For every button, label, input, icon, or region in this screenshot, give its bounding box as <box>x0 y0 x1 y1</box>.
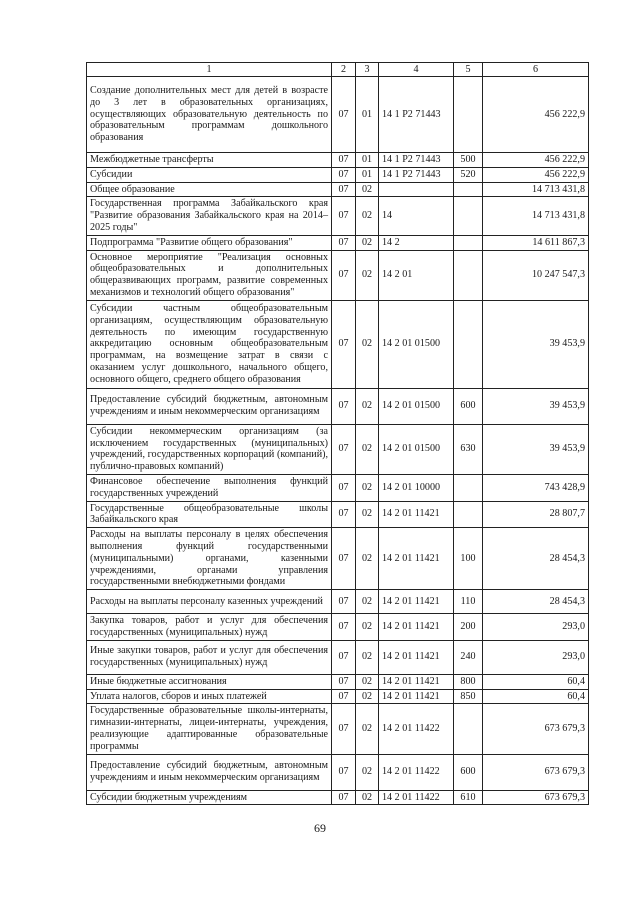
cell-vr: 100 <box>454 528 483 590</box>
table-body <box>87 77 589 805</box>
cell-vr: 610 <box>454 790 483 805</box>
cell-sum: 673 679,3 <box>483 704 589 754</box>
cell-csr: 14 1 P2 71443 <box>379 77 454 153</box>
cell-vr: 200 <box>454 614 483 641</box>
cell-pr: 02 <box>356 250 379 300</box>
column-header: 5 <box>454 63 483 77</box>
cell-name: Государственные общеобразовательные школы Забайкальского края <box>87 501 332 528</box>
column-header: 6 <box>483 63 589 77</box>
cell-vr <box>454 235 483 250</box>
cell-pr: 02 <box>356 235 379 250</box>
cell-rz: 07 <box>332 528 356 590</box>
cell-sum: 28 454,3 <box>483 590 589 614</box>
cell-pr: 01 <box>356 167 379 182</box>
cell-pr: 02 <box>356 790 379 805</box>
cell-csr: 14 2 01 11421 <box>379 614 454 641</box>
cell-name: Финансовое обеспечение выполнения функций государственных учреждений <box>87 474 332 501</box>
cell-vr: 630 <box>454 424 483 474</box>
cell-rz: 07 <box>332 704 356 754</box>
table-row <box>87 77 589 153</box>
cell-rz: 07 <box>332 474 356 501</box>
cell-pr: 01 <box>356 77 379 153</box>
cell-sum: 39 453,9 <box>483 388 589 424</box>
cell-vr <box>454 182 483 197</box>
cell-pr: 02 <box>356 182 379 197</box>
table-row <box>87 424 589 474</box>
cell-rz: 07 <box>332 689 356 704</box>
cell-rz: 07 <box>332 300 356 388</box>
table-row <box>87 790 589 805</box>
table-row <box>87 501 589 528</box>
cell-name: Основное мероприятие "Реализация основных общеобразовательных и дополнительных общеразвивающих программ, развитие современных механизмов и технологий общего образования" <box>87 250 332 300</box>
cell-csr: 14 2 <box>379 235 454 250</box>
cell-sum: 456 222,9 <box>483 153 589 168</box>
cell-rz: 07 <box>332 182 356 197</box>
table-row <box>87 474 589 501</box>
cell-sum: 456 222,9 <box>483 167 589 182</box>
cell-rz: 07 <box>332 501 356 528</box>
cell-pr: 02 <box>356 674 379 689</box>
cell-pr: 02 <box>356 300 379 388</box>
cell-pr: 02 <box>356 614 379 641</box>
cell-vr <box>454 474 483 501</box>
cell-vr: 800 <box>454 674 483 689</box>
cell-name: Предоставление субсидий бюджетным, автономным учреждениям и иным некоммерческим организациям <box>87 388 332 424</box>
cell-name: Уплата налогов, сборов и иных платежей <box>87 689 332 704</box>
column-header: 3 <box>356 63 379 77</box>
cell-rz: 07 <box>332 77 356 153</box>
cell-name: Субсидии бюджетным учреждениям <box>87 790 332 805</box>
cell-name: Создание дополнительных мест для детей в возрасте до 3 лет в образовательных организациях, осуществляющих образовательную деятельность по образовательным программам дошкольного образования <box>87 77 332 153</box>
cell-rz: 07 <box>332 388 356 424</box>
table-row <box>87 590 589 614</box>
cell-csr: 14 2 01 11421 <box>379 674 454 689</box>
cell-pr: 02 <box>356 424 379 474</box>
cell-csr: 14 2 01 11421 <box>379 640 454 674</box>
cell-rz: 07 <box>332 250 356 300</box>
cell-rz: 07 <box>332 235 356 250</box>
cell-vr <box>454 501 483 528</box>
table-row <box>87 640 589 674</box>
cell-name: Расходы на выплаты персоналу казенных учреждений <box>87 590 332 614</box>
page-number: 69 <box>314 821 326 835</box>
table-row <box>87 153 589 168</box>
cell-pr: 02 <box>356 590 379 614</box>
cell-name: Закупка товаров, работ и услуг для обеспечения государственных (муниципальных) нужд <box>87 614 332 641</box>
budget-table <box>86 62 589 805</box>
cell-vr: 520 <box>454 167 483 182</box>
table-row <box>87 167 589 182</box>
cell-pr: 02 <box>356 640 379 674</box>
cell-rz: 07 <box>332 197 356 235</box>
cell-sum: 39 453,9 <box>483 424 589 474</box>
cell-name: Иные закупки товаров, работ и услуг для обеспечения государственных (муниципальных) нужд <box>87 640 332 674</box>
cell-vr: 500 <box>454 153 483 168</box>
cell-sum: 14 713 431,8 <box>483 182 589 197</box>
column-header: 1 <box>87 63 332 77</box>
cell-vr: 850 <box>454 689 483 704</box>
cell-rz: 07 <box>332 614 356 641</box>
cell-csr: 14 2 01 11422 <box>379 790 454 805</box>
cell-name: Расходы на выплаты персоналу в целях обеспечения выполнения функций государственными (муниципальными) органами, казенными учреждениями, органами управления государственными внебюджетными фондами <box>87 528 332 590</box>
cell-name: Межбюджетные трансферты <box>87 153 332 168</box>
cell-rz: 07 <box>332 640 356 674</box>
cell-vr: 600 <box>454 754 483 790</box>
cell-csr <box>379 182 454 197</box>
cell-sum: 10 247 547,3 <box>483 250 589 300</box>
cell-sum: 14 611 867,3 <box>483 235 589 250</box>
cell-csr: 14 2 01 01500 <box>379 424 454 474</box>
table-row <box>87 614 589 641</box>
cell-rz: 07 <box>332 674 356 689</box>
cell-name: Предоставление субсидий бюджетным, автономным учреждениям и иным некоммерческим организациям <box>87 754 332 790</box>
cell-sum: 743 428,9 <box>483 474 589 501</box>
cell-csr: 14 2 01 11422 <box>379 704 454 754</box>
cell-rz: 07 <box>332 424 356 474</box>
cell-csr: 14 2 01 11421 <box>379 590 454 614</box>
cell-sum: 60,4 <box>483 689 589 704</box>
table-row <box>87 754 589 790</box>
cell-name: Субсидии частным общеобразовательным организациям, осуществляющим образовательную деятельность по имеющим государственную аккредитацию основным общеобразовательным программам, на возмещение затрат в связи с оказанием услуг дошкольного, начального общего, основного общего, среднего общего образования <box>87 300 332 388</box>
cell-sum: 28 807,7 <box>483 501 589 528</box>
table-row <box>87 704 589 754</box>
cell-sum: 39 453,9 <box>483 300 589 388</box>
table-row <box>87 235 589 250</box>
cell-pr: 02 <box>356 388 379 424</box>
cell-name: Общее образование <box>87 182 332 197</box>
cell-csr: 14 2 01 01500 <box>379 388 454 424</box>
cell-pr: 01 <box>356 153 379 168</box>
table-row <box>87 300 589 388</box>
cell-csr: 14 2 01 11422 <box>379 754 454 790</box>
cell-vr <box>454 250 483 300</box>
cell-rz: 07 <box>332 167 356 182</box>
table-row <box>87 197 589 235</box>
column-header: 2 <box>332 63 356 77</box>
cell-vr <box>454 77 483 153</box>
cell-csr: 14 2 01 11421 <box>379 501 454 528</box>
table-row <box>87 674 589 689</box>
cell-pr: 02 <box>356 689 379 704</box>
cell-vr: 110 <box>454 590 483 614</box>
cell-sum: 456 222,9 <box>483 77 589 153</box>
cell-pr: 02 <box>356 197 379 235</box>
cell-rz: 07 <box>332 590 356 614</box>
cell-pr: 02 <box>356 501 379 528</box>
cell-sum: 293,0 <box>483 614 589 641</box>
cell-rz: 07 <box>332 790 356 805</box>
cell-name: Государственная программа Забайкальского края "Развитие образования Забайкальского края на 2014–2025 годы" <box>87 197 332 235</box>
cell-csr: 14 2 01 01500 <box>379 300 454 388</box>
cell-rz: 07 <box>332 153 356 168</box>
cell-vr: 600 <box>454 388 483 424</box>
cell-sum: 14 713 431,8 <box>483 197 589 235</box>
cell-name: Государственные образовательные школы-интернаты, гимназии-интернаты, лицеи-интернаты, учреждения, реализующие адаптированные образовательные программы <box>87 704 332 754</box>
table-row <box>87 182 589 197</box>
table-row <box>87 388 589 424</box>
cell-name: Субсидии некоммерческим организациям (за исключением государственных (муниципальных) учреждений, государственных корпораций (компаний), публично-правовых компаний) <box>87 424 332 474</box>
cell-sum: 673 679,3 <box>483 754 589 790</box>
cell-csr: 14 2 01 11421 <box>379 528 454 590</box>
cell-vr <box>454 704 483 754</box>
cell-csr: 14 1 P2 71443 <box>379 167 454 182</box>
table-row <box>87 250 589 300</box>
cell-name: Субсидии <box>87 167 332 182</box>
cell-sum: 673 679,3 <box>483 790 589 805</box>
cell-csr: 14 1 P2 71443 <box>379 153 454 168</box>
cell-vr <box>454 300 483 388</box>
cell-csr: 14 2 01 10000 <box>379 474 454 501</box>
cell-vr: 240 <box>454 640 483 674</box>
cell-pr: 02 <box>356 704 379 754</box>
cell-csr: 14 2 01 <box>379 250 454 300</box>
table-row <box>87 528 589 590</box>
cell-sum: 28 454,3 <box>483 528 589 590</box>
column-header: 4 <box>379 63 454 77</box>
cell-sum: 60,4 <box>483 674 589 689</box>
cell-vr <box>454 197 483 235</box>
table-row <box>87 689 589 704</box>
cell-pr: 02 <box>356 528 379 590</box>
cell-pr: 02 <box>356 474 379 501</box>
cell-name: Иные бюджетные ассигнования <box>87 674 332 689</box>
cell-name: Подпрограмма "Развитие общего образования" <box>87 235 332 250</box>
cell-csr: 14 <box>379 197 454 235</box>
cell-pr: 02 <box>356 754 379 790</box>
table-header-row <box>87 63 589 77</box>
cell-csr: 14 2 01 11421 <box>379 689 454 704</box>
cell-sum: 293,0 <box>483 640 589 674</box>
cell-rz: 07 <box>332 754 356 790</box>
